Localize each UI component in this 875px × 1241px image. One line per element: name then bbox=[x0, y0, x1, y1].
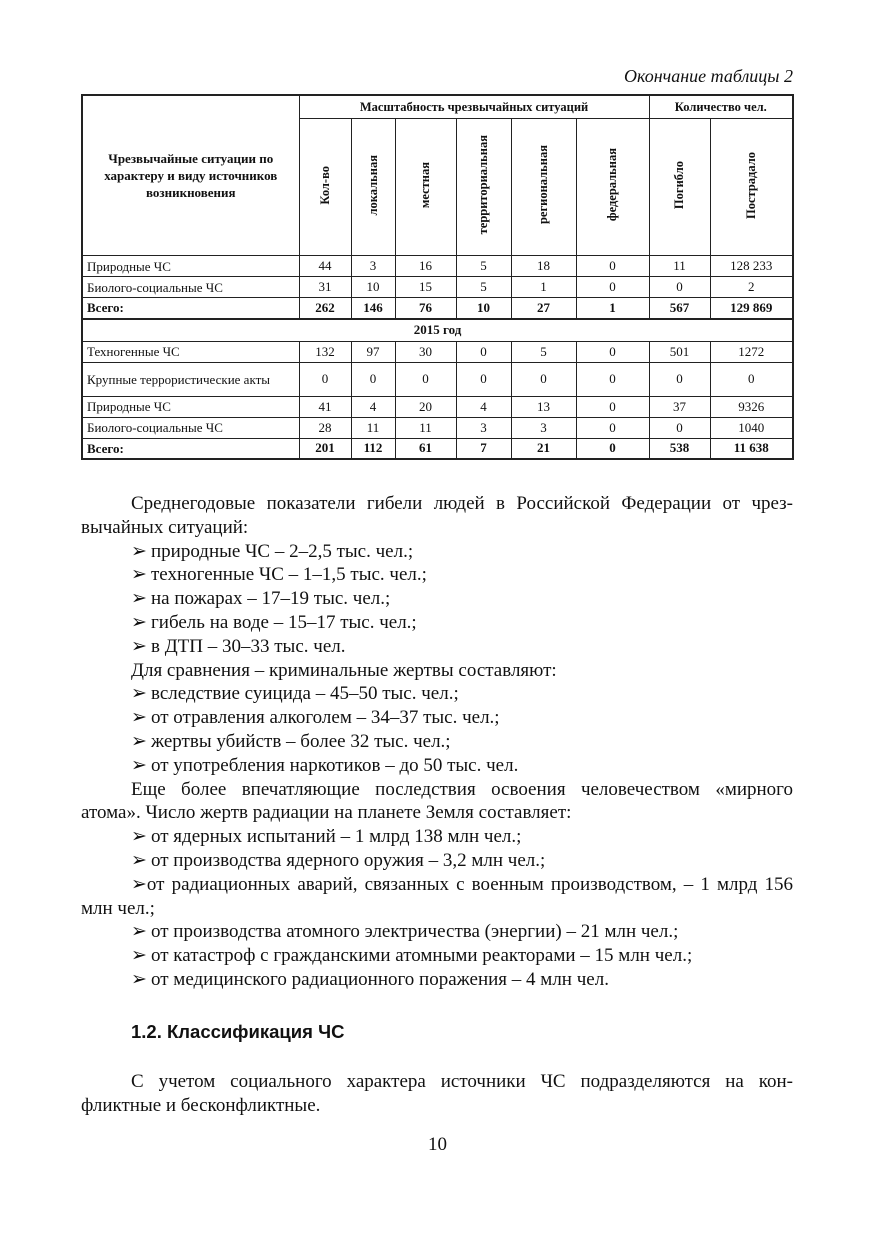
column-header: федеральная bbox=[576, 119, 649, 256]
table-row: Биолого-социальные ЧС 31 10 15 5 1 0 0 2 bbox=[82, 277, 793, 298]
table-row: Природные ЧС 41 4 20 4 13 0 37 9326 bbox=[82, 396, 793, 417]
arrow-bullet-icon: ➢ bbox=[131, 540, 147, 562]
arrow-bullet-icon: ➢ bbox=[131, 707, 147, 729]
table-caption: Окончание таблицы 2 bbox=[623, 66, 793, 86]
arrow-bullet-icon: ➢ bbox=[131, 921, 147, 943]
list-item: ➢ на пожарах – 17–19 тыс. чел.; bbox=[131, 588, 391, 610]
section-heading: 1.2. Классификация ЧС bbox=[131, 1021, 345, 1042]
table-row: Техногенные ЧС 132 97 30 0 5 0 501 1272 bbox=[82, 341, 793, 362]
arrow-bullet-icon: ➢ bbox=[131, 968, 147, 990]
list-item: ➢ техногенные ЧС – 1–1,5 тыс. чел.; bbox=[131, 564, 427, 586]
arrow-bullet-icon: ➢ bbox=[131, 611, 147, 633]
emergency-statistics-table bbox=[81, 94, 794, 460]
intro-paragraph-line: вычайных ситуаций: bbox=[81, 516, 249, 538]
column-header: местная bbox=[395, 119, 456, 256]
column-header: территориальная bbox=[456, 119, 511, 256]
table-row: Биолого-социальные ЧС 28 11 11 3 3 0 0 1040 bbox=[82, 417, 793, 438]
compare-line: Для сравнения – криминальные жертвы составляют: bbox=[131, 659, 557, 681]
group-header-scale: Масштабность чрезвычайных ситуаций bbox=[299, 95, 649, 119]
list-item: ➢ от ядерных испытаний – 1 млрд 138 млн чел.; bbox=[131, 826, 522, 848]
atom-paragraph-line: Еще более впечатляющие последствия освоения человечеством «мирного bbox=[131, 778, 793, 800]
arrow-bullet-icon: ➢ bbox=[131, 683, 147, 705]
arrow-bullet-icon: ➢ bbox=[131, 635, 147, 657]
list-item: ➢ от употребления наркотиков – до 50 тыс. чел. bbox=[131, 754, 519, 776]
column-header: Пострадало bbox=[710, 119, 793, 256]
total-row: Всего: 262 146 76 10 27 1 567 129 869 bbox=[82, 298, 793, 319]
list-item: ➢от радиационных аварий, связанных с военным производством, – 1 млрд 156 млн чел.; bbox=[81, 873, 793, 919]
arrow-bullet-icon: ➢ bbox=[131, 826, 147, 848]
arrow-bullet-icon: ➢ bbox=[131, 945, 147, 967]
list-item: ➢ природные ЧС – 2–2,5 тыс. чел.; bbox=[131, 540, 414, 562]
list-item: ➢ гибель на воде – 15–17 тыс. чел.; bbox=[131, 611, 417, 633]
column-header: Погибло bbox=[649, 119, 710, 256]
column-header: локальная bbox=[351, 119, 395, 256]
year-row bbox=[82, 319, 793, 342]
list-item: ➢ вследствие суицида – 45–50 тыс. чел.; bbox=[131, 683, 459, 705]
list-item: ➢ от катастроф с гражданскими атомными реакторами – 15 млн чел.; bbox=[131, 945, 693, 967]
list-item: ➢ от отравления алкоголем – 34–37 тыс. чел.; bbox=[131, 707, 500, 729]
list-item: ➢ в ДТП – 30–33 тыс. чел. bbox=[131, 635, 346, 657]
row-header: Чрезвычайные ситуации по характеру и виду источников возникновения bbox=[82, 95, 299, 256]
column-header: региональная bbox=[511, 119, 576, 256]
table-row: Природные ЧС 44 3 16 5 18 0 11 128 233 bbox=[82, 256, 793, 277]
intro-paragraph-line: Среднегодовые показатели гибели людей в Российской Федерации от чрез- bbox=[131, 493, 793, 514]
arrow-bullet-icon: ➢ bbox=[131, 564, 147, 586]
list-item: ➢ от производства атомного электричества (энергии) – 21 млн чел.; bbox=[131, 921, 679, 943]
table-row: Крупные террористические акты 0 0 0 0 0 0 0 0 bbox=[82, 362, 793, 396]
section-paragraph: С учетом социального характера источники ЧС подразделяются на кон- фликтные и бесконфликтные. bbox=[81, 1071, 793, 1116]
arrow-bullet-icon: ➢ bbox=[131, 730, 147, 752]
total-row: Всего: 201 112 61 7 21 0 538 11 638 bbox=[82, 438, 793, 459]
group-header-count: Количество чел. bbox=[649, 95, 793, 119]
arrow-bullet-icon: ➢ bbox=[131, 849, 147, 871]
column-header: Кол-во bbox=[299, 119, 351, 256]
arrow-bullet-icon: ➢ bbox=[131, 754, 147, 776]
body-text bbox=[81, 492, 793, 992]
year-label: 2015 год bbox=[82, 319, 793, 342]
list-item: ➢ от производства ядерного оружия – 3,2 млн чел.; bbox=[131, 849, 546, 871]
list-item: ➢ жертвы убийств – более 32 тыс. чел.; bbox=[131, 730, 451, 752]
list-item: ➢ от медицинского радиационного поражения – 4 млн чел. bbox=[131, 968, 609, 990]
page-number: 10 bbox=[428, 1134, 447, 1155]
atom-paragraph-line: атома». Число жертв радиации на планете Земля составляет: bbox=[81, 802, 572, 824]
arrow-bullet-icon: ➢ bbox=[131, 588, 147, 610]
arrow-bullet-icon: ➢ bbox=[131, 873, 147, 895]
